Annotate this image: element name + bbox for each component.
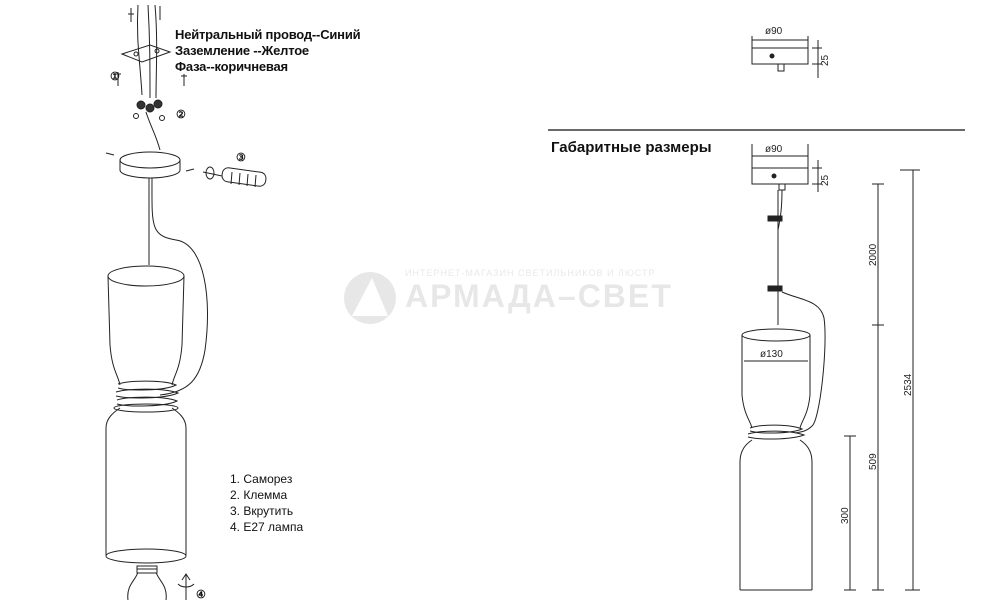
mounting-bracket <box>122 45 170 62</box>
wire-phase-label: Фаза--коричневая <box>175 59 288 74</box>
wire-ground-label: Заземление --Желтое <box>175 43 309 58</box>
dim-canopy-diameter: ø90 <box>765 144 783 155</box>
step-marker-3: ③ <box>236 152 246 164</box>
brand-watermark <box>405 268 673 315</box>
screwdriver <box>203 167 267 187</box>
dim-total-height: 2534 <box>903 373 914 396</box>
terminal-block <box>134 100 165 150</box>
e27-bulb <box>128 566 167 600</box>
step-marker-1: ① <box>110 71 120 83</box>
canopy-top-view <box>752 36 822 78</box>
dim-lower-height: 300 <box>840 507 851 524</box>
lower-shade <box>106 408 186 563</box>
upper-shade <box>108 266 184 385</box>
section-title: Габаритные размеры <box>551 139 712 156</box>
spiral-coil <box>114 381 178 412</box>
canopy-assembly <box>106 152 194 178</box>
part-item-4: 4. E27 лампа <box>230 520 304 534</box>
watermark-brand: АРМАДА–СВЕТ <box>405 278 673 314</box>
wiring-legend <box>175 27 360 75</box>
dim-cable-length: 2000 <box>868 243 879 266</box>
step-marker-2: ② <box>176 109 186 121</box>
screw-in-arrow <box>178 574 194 600</box>
part-item-1: 1. Саморез <box>230 472 293 486</box>
dim-canopy-diameter-top: ø90 <box>765 26 783 37</box>
dim-canopy-height: 25 <box>820 174 831 186</box>
part-item-3: 3. Вкрутить <box>230 504 294 518</box>
step-marker-4: ④ <box>196 589 206 600</box>
pendant-cable <box>149 178 208 395</box>
parts-legend <box>230 471 303 535</box>
wire-neutral-label: Нейтральный провод--Синий <box>175 27 361 42</box>
dim-shade-diameter: ø130 <box>760 349 783 360</box>
dimension-drawing <box>740 144 920 590</box>
watermark-tagline: ИНТЕРНЕТ-МАГАЗИН СВЕТИЛЬНИКОВ И ЛЮСТР <box>405 268 656 278</box>
dim-canopy-height-top: 25 <box>820 54 831 66</box>
dim-lamp-height: 509 <box>868 453 879 470</box>
part-item-2: 2. Клемма <box>230 488 288 502</box>
